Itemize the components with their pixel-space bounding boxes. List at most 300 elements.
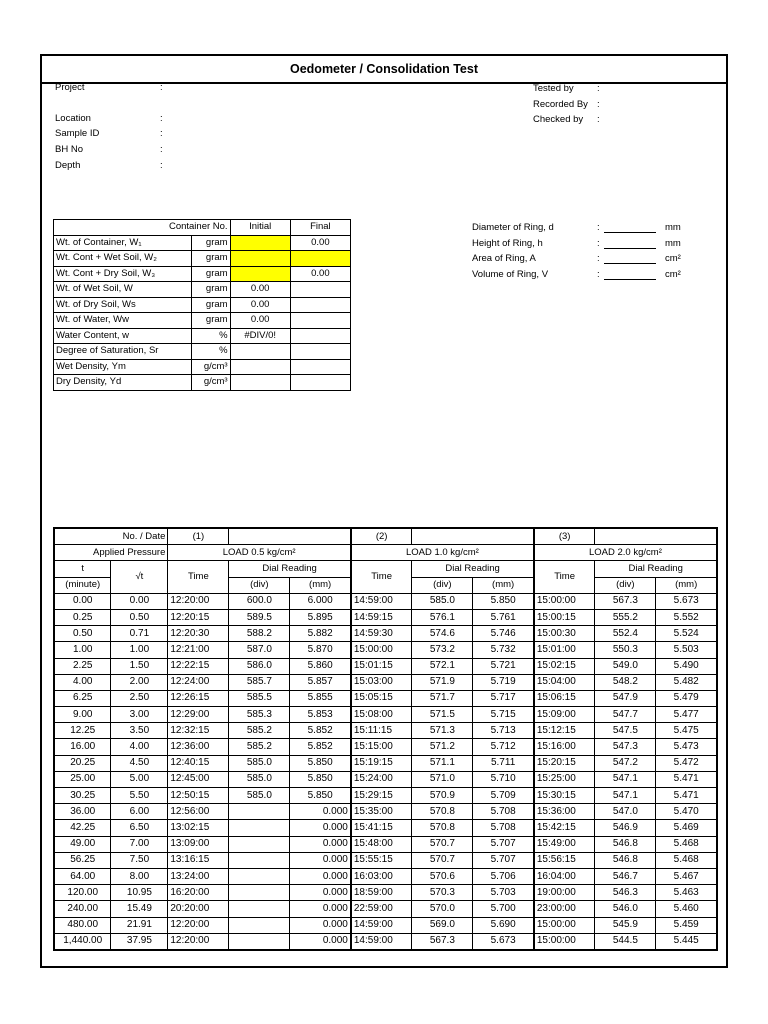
dial-div-cell: 547.5 [595, 723, 656, 739]
dial-mm-cell: 5.707 [473, 836, 534, 852]
dial-mm-cell: 0.000 [290, 885, 351, 901]
table-row [54, 251, 351, 267]
time-cell: 15:16:00 [534, 739, 595, 755]
dial-div-cell: 585.2 [229, 739, 290, 755]
sqrt-t-cell: 4.50 [111, 755, 168, 771]
dial-mm-cell: 5.445 [656, 933, 717, 950]
dial-mm-cell: 5.855 [290, 690, 351, 706]
table-row [54, 266, 351, 282]
dial-div-cell [229, 868, 290, 884]
initial-value [230, 266, 290, 282]
dial-mm-cell: 5.719 [473, 674, 534, 690]
dial-mm-cell: 5.852 [290, 739, 351, 755]
t-minute-cell: 36.00 [54, 804, 111, 820]
property-label: Degree of Saturation, Sr [54, 344, 192, 360]
load-date [595, 528, 717, 545]
final-value: 0.00 [290, 235, 350, 251]
dial-div-cell: 570.7 [412, 836, 473, 852]
dial-mm-cell: 5.552 [656, 609, 717, 625]
header-colon: : [160, 144, 163, 155]
dial-div-cell: 550.3 [595, 642, 656, 658]
initial-value [230, 375, 290, 391]
property-unit: gram [192, 297, 230, 313]
initial-value: 0.00 [230, 313, 290, 329]
sqrt-t-cell: 0.71 [111, 626, 168, 642]
time-cell: 12:20:00 [168, 593, 229, 609]
final-value [290, 359, 350, 375]
dial-div-cell: 585.0 [229, 755, 290, 771]
sqrt-t-cell: 37.95 [111, 933, 168, 950]
time-cell: 15:00:15 [534, 609, 595, 625]
time-cell: 12:50:15 [168, 788, 229, 804]
dial-mm-cell: 5.503 [656, 642, 717, 658]
table-row [54, 917, 717, 933]
mm-header: (mm) [290, 577, 351, 593]
dial-div-cell [229, 820, 290, 836]
time-cell: 15:56:15 [534, 852, 595, 868]
dial-mm-cell: 0.000 [290, 836, 351, 852]
ring-value-blank [604, 254, 656, 264]
time-cell: 12:40:15 [168, 755, 229, 771]
initial-value [230, 344, 290, 360]
table-row [54, 755, 717, 771]
dial-div-cell: 545.9 [595, 917, 656, 933]
t-minute-cell: 2.25 [54, 658, 111, 674]
container-no-header: Container No. [54, 220, 231, 236]
dial-div-cell: 547.2 [595, 755, 656, 771]
header-label: Sample ID [55, 128, 100, 139]
dial-mm-cell: 5.870 [290, 642, 351, 658]
table-row [54, 297, 351, 313]
table-row [54, 328, 351, 344]
test-sheet [40, 54, 728, 968]
dial-div-cell: 546.8 [595, 852, 656, 868]
ring-label: Height of Ring, h [472, 237, 543, 249]
dial-mm-cell: 5.477 [656, 707, 717, 723]
t-minute-cell: 16.00 [54, 739, 111, 755]
dial-mm-cell: 0.000 [290, 820, 351, 836]
table-row [54, 658, 717, 674]
time-cell: 12:22:15 [168, 658, 229, 674]
dial-div-cell: 549.0 [595, 658, 656, 674]
mm-header: (mm) [473, 577, 534, 593]
dial-mm-cell: 0.000 [290, 917, 351, 933]
property-label: Wt. Cont + Dry Soil, W₃ [54, 266, 192, 282]
dial-div-cell: 547.1 [595, 771, 656, 787]
dial-div-cell: 570.7 [412, 852, 473, 868]
property-label: Dry Density, Υd [54, 375, 192, 391]
dial-reading-header: Dial Reading [595, 561, 717, 577]
dial-div-cell: 567.3 [412, 933, 473, 950]
time-header: Time [168, 561, 229, 593]
header-colon: : [160, 82, 163, 93]
load-label: LOAD 1.0 kg/cm² [351, 545, 534, 561]
initial-value: 0.00 [230, 282, 290, 298]
ring-label: Volume of Ring, V [472, 268, 549, 280]
dial-div-cell [229, 933, 290, 950]
div-header: (div) [412, 577, 473, 593]
final-value [290, 297, 350, 313]
dial-div-cell: 585.0 [229, 788, 290, 804]
property-label: Water Content, w [54, 328, 192, 344]
dial-div-cell: 587.0 [229, 642, 290, 658]
time-cell: 15:01:00 [534, 642, 595, 658]
time-cell: 15:19:15 [351, 755, 412, 771]
sqrt-t-cell: 5.00 [111, 771, 168, 787]
dial-mm-cell: 5.850 [290, 788, 351, 804]
dial-div-cell: 570.6 [412, 868, 473, 884]
dial-mm-cell: 5.475 [656, 723, 717, 739]
dial-div-cell: 588.2 [229, 626, 290, 642]
sqrt-t-cell: 1.50 [111, 658, 168, 674]
header-colon: : [597, 98, 600, 110]
property-unit: % [192, 328, 230, 344]
dial-mm-cell: 5.717 [473, 690, 534, 706]
table-row [54, 674, 717, 690]
time-cell: 15:25:00 [534, 771, 595, 787]
t-minute-cell: 0.00 [54, 593, 111, 609]
dial-div-cell: 547.0 [595, 804, 656, 820]
table-row [54, 282, 351, 298]
time-cell: 13:24:00 [168, 868, 229, 884]
sqrt-t-cell: 6.50 [111, 820, 168, 836]
dial-mm-cell: 6.000 [290, 593, 351, 609]
time-cell: 12:20:30 [168, 626, 229, 642]
t-header: t [54, 561, 111, 577]
time-cell: 14:59:15 [351, 609, 412, 625]
dial-mm-cell: 5.711 [473, 755, 534, 771]
final-value [290, 251, 350, 267]
time-cell: 15:00:00 [351, 642, 412, 658]
time-cell: 15:00:00 [534, 917, 595, 933]
property-unit: g/cm³ [192, 375, 230, 391]
dial-mm-cell: 5.708 [473, 820, 534, 836]
dial-mm-cell: 5.467 [656, 868, 717, 884]
time-cell: 12:45:00 [168, 771, 229, 787]
property-unit: gram [192, 251, 230, 267]
sqrt-t-cell: 6.00 [111, 804, 168, 820]
dial-reading-header: Dial Reading [412, 561, 534, 577]
sqrt-t-cell: 21.91 [111, 917, 168, 933]
load-label: LOAD 0.5 kg/cm² [168, 545, 351, 561]
time-cell: 15:00:30 [534, 626, 595, 642]
dial-div-cell: 570.3 [412, 885, 473, 901]
time-cell: 23:00:00 [534, 901, 595, 917]
header-colon: : [160, 160, 163, 171]
time-cell: 12:56:00 [168, 804, 229, 820]
dial-div-cell: 547.1 [595, 788, 656, 804]
dial-mm-cell: 5.853 [290, 707, 351, 723]
dial-mm-cell: 5.463 [656, 885, 717, 901]
dial-div-cell: 569.0 [412, 917, 473, 933]
initial-header: Initial [230, 220, 290, 236]
dial-div-cell: 544.5 [595, 933, 656, 950]
table-row [54, 359, 351, 375]
dial-mm-cell: 5.715 [473, 707, 534, 723]
dial-mm-cell: 5.882 [290, 626, 351, 642]
property-label: Wt. of Water, Ww [54, 313, 192, 329]
dial-div-cell: 570.9 [412, 788, 473, 804]
sqrt-t-cell: 0.50 [111, 609, 168, 625]
dial-div-cell: 546.8 [595, 836, 656, 852]
time-cell: 15:30:15 [534, 788, 595, 804]
sqrt-t-cell: 15.49 [111, 901, 168, 917]
header-label: Recorded By [533, 98, 588, 110]
time-cell: 15:15:00 [351, 739, 412, 755]
dial-mm-cell: 5.468 [656, 836, 717, 852]
dial-div-cell: 570.8 [412, 820, 473, 836]
minute-header: (minute) [54, 577, 111, 593]
ring-unit: cm² [665, 268, 681, 280]
dial-div-cell: 589.5 [229, 609, 290, 625]
dial-div-cell: 547.9 [595, 690, 656, 706]
t-minute-cell: 480.00 [54, 917, 111, 933]
dial-mm-cell: 5.673 [656, 593, 717, 609]
time-cell: 20:20:00 [168, 901, 229, 917]
table-row [54, 561, 717, 577]
dial-div-cell: 573.2 [412, 642, 473, 658]
dial-div-cell [229, 852, 290, 868]
dial-div-cell: 571.7 [412, 690, 473, 706]
dial-div-cell: 585.2 [229, 723, 290, 739]
dial-div-cell: 571.3 [412, 723, 473, 739]
time-cell: 15:35:00 [351, 804, 412, 820]
time-cell: 15:03:00 [351, 674, 412, 690]
table-row [54, 868, 717, 884]
dial-div-cell [229, 917, 290, 933]
header-label: Tested by [533, 83, 574, 94]
dial-mm-cell: 5.850 [290, 771, 351, 787]
sqrt-t-cell: 0.00 [111, 593, 168, 609]
ring-value-blank [604, 270, 656, 280]
dial-mm-cell: 5.713 [473, 723, 534, 739]
dial-mm-cell: 0.000 [290, 868, 351, 884]
dial-mm-cell: 5.482 [656, 674, 717, 690]
sqrt-t-cell: 7.50 [111, 852, 168, 868]
dial-div-cell: 547.7 [595, 707, 656, 723]
t-minute-cell: 1.00 [54, 642, 111, 658]
dial-div-cell: 585.0 [229, 771, 290, 787]
header-label: Checked by [533, 114, 584, 125]
time-cell: 19:00:00 [534, 885, 595, 901]
dial-mm-cell: 5.857 [290, 674, 351, 690]
time-cell: 16:03:00 [351, 868, 412, 884]
dial-mm-cell: 5.459 [656, 917, 717, 933]
sqrt-t-cell: 3.00 [111, 707, 168, 723]
dial-div-cell: 571.2 [412, 739, 473, 755]
t-minute-cell: 0.50 [54, 626, 111, 642]
dial-mm-cell: 5.468 [656, 852, 717, 868]
dial-mm-cell: 5.473 [656, 739, 717, 755]
final-value: 0.00 [290, 266, 350, 282]
time-cell: 12:32:15 [168, 723, 229, 739]
t-minute-cell: 20.25 [54, 755, 111, 771]
ring-unit: mm [665, 237, 681, 249]
time-cell: 15:00:00 [534, 933, 595, 950]
table-row [54, 739, 717, 755]
table-row [54, 344, 351, 360]
table-row [54, 642, 717, 658]
dial-div-cell: 600.0 [229, 593, 290, 609]
t-minute-cell: 6.25 [54, 690, 111, 706]
no-date-label: No. / Date [54, 528, 168, 545]
dial-mm-cell: 5.852 [290, 723, 351, 739]
dial-mm-cell: 5.490 [656, 658, 717, 674]
property-label: Wt. of Container, W₁ [54, 235, 192, 251]
load-date [412, 528, 534, 545]
time-cell: 15:04:00 [534, 674, 595, 690]
table-row [54, 375, 351, 391]
dial-div-cell [229, 885, 290, 901]
header-colon: : [160, 113, 163, 124]
table-row [54, 788, 717, 804]
property-label: Wet Density, Υm [54, 359, 192, 375]
t-minute-cell: 120.00 [54, 885, 111, 901]
time-cell: 12:20:00 [168, 933, 229, 950]
property-unit: gram [192, 235, 230, 251]
time-cell: 12:20:15 [168, 609, 229, 625]
dial-div-cell: 570.8 [412, 804, 473, 820]
ring-unit: mm [665, 222, 681, 233]
time-cell: 15:24:00 [351, 771, 412, 787]
header-label: Location [55, 113, 91, 124]
dial-mm-cell: 5.673 [473, 933, 534, 950]
t-minute-cell: 4.00 [54, 674, 111, 690]
dial-div-cell: 548.2 [595, 674, 656, 690]
time-cell: 12:20:00 [168, 917, 229, 933]
time-cell: 12:21:00 [168, 642, 229, 658]
dial-div-cell: 546.7 [595, 868, 656, 884]
table-row [54, 609, 717, 625]
property-label: Wt. of Wet Soil, W [54, 282, 192, 298]
property-unit: % [192, 344, 230, 360]
table-row [54, 723, 717, 739]
t-minute-cell: 9.00 [54, 707, 111, 723]
table-row [54, 804, 717, 820]
property-unit: gram [192, 266, 230, 282]
t-minute-cell: 30.25 [54, 788, 111, 804]
time-cell: 14:59:00 [351, 933, 412, 950]
sqrt-t-header: √t [111, 561, 168, 593]
header-label: Depth [55, 160, 81, 171]
dial-mm-cell: 0.000 [290, 933, 351, 950]
ring-colon: : [597, 268, 600, 280]
page-title: Oedometer / Consolidation Test [42, 56, 726, 84]
initial-value: 0.00 [230, 297, 290, 313]
time-cell: 15:29:15 [351, 788, 412, 804]
dial-mm-cell: 5.471 [656, 771, 717, 787]
load-number: (1) [168, 528, 229, 545]
table-row [54, 820, 717, 836]
soil-properties-table [53, 219, 351, 391]
time-header: Time [351, 561, 412, 593]
sqrt-t-cell: 10.95 [111, 885, 168, 901]
time-cell: 15:36:00 [534, 804, 595, 820]
ring-label: Diameter of Ring, d [472, 222, 554, 233]
dial-mm-cell: 5.850 [290, 755, 351, 771]
time-cell: 16:20:00 [168, 885, 229, 901]
dial-div-cell [229, 804, 290, 820]
time-cell: 13:16:15 [168, 852, 229, 868]
initial-value [230, 251, 290, 267]
dial-div-cell: 585.3 [229, 707, 290, 723]
time-cell: 15:55:15 [351, 852, 412, 868]
time-cell: 15:05:15 [351, 690, 412, 706]
sqrt-t-cell: 7.00 [111, 836, 168, 852]
table-row [54, 220, 351, 236]
final-value [290, 344, 350, 360]
dial-div-cell: 555.2 [595, 609, 656, 625]
table-row [54, 852, 717, 868]
time-cell: 15:12:15 [534, 723, 595, 739]
dial-mm-cell: 5.732 [473, 642, 534, 658]
t-minute-cell: 12.25 [54, 723, 111, 739]
mm-header: (mm) [656, 577, 717, 593]
dial-mm-cell: 5.895 [290, 609, 351, 625]
time-cell: 22:59:00 [351, 901, 412, 917]
final-value [290, 375, 350, 391]
time-cell: 13:09:00 [168, 836, 229, 852]
dial-mm-cell: 0.000 [290, 804, 351, 820]
dial-div-cell: 576.1 [412, 609, 473, 625]
property-unit: gram [192, 282, 230, 298]
div-header: (div) [229, 577, 290, 593]
ring-colon: : [597, 237, 600, 249]
property-label: Wt. Cont + Wet Soil, W₂ [54, 251, 192, 267]
final-value [290, 328, 350, 344]
time-cell: 15:06:15 [534, 690, 595, 706]
dial-mm-cell: 5.703 [473, 885, 534, 901]
dial-mm-cell: 5.707 [473, 852, 534, 868]
dial-mm-cell: 5.712 [473, 739, 534, 755]
time-cell: 15:42:15 [534, 820, 595, 836]
table-row [54, 528, 717, 545]
table-row [54, 235, 351, 251]
time-cell: 12:24:00 [168, 674, 229, 690]
dial-div-cell: 585.7 [229, 674, 290, 690]
div-header: (div) [595, 577, 656, 593]
time-cell: 12:26:15 [168, 690, 229, 706]
dial-mm-cell: 5.721 [473, 658, 534, 674]
dial-mm-cell: 0.000 [290, 852, 351, 868]
time-cell: 15:11:15 [351, 723, 412, 739]
dial-div-cell: 547.3 [595, 739, 656, 755]
dial-mm-cell: 5.470 [656, 804, 717, 820]
time-cell: 15:48:00 [351, 836, 412, 852]
load-number: (2) [351, 528, 412, 545]
dial-div-cell: 571.0 [412, 771, 473, 787]
dial-div-cell: 572.1 [412, 658, 473, 674]
time-cell: 15:00:00 [534, 593, 595, 609]
dial-div-cell: 586.0 [229, 658, 290, 674]
dial-mm-cell: 5.469 [656, 820, 717, 836]
ring-unit: cm² [665, 253, 681, 264]
header-label: Project [55, 82, 85, 93]
dial-reading-header: Dial Reading [229, 561, 351, 577]
header-label: BH No [55, 144, 83, 155]
t-minute-cell: 64.00 [54, 868, 111, 884]
sqrt-t-cell: 3.50 [111, 723, 168, 739]
dial-div-cell: 585.0 [412, 593, 473, 609]
dial-mm-cell: 5.746 [473, 626, 534, 642]
dial-div-cell: 546.3 [595, 885, 656, 901]
dial-div-cell [229, 836, 290, 852]
table-row [54, 313, 351, 329]
sqrt-t-cell: 8.00 [111, 868, 168, 884]
initial-value [230, 235, 290, 251]
time-cell: 13:02:15 [168, 820, 229, 836]
table-row [54, 933, 717, 950]
